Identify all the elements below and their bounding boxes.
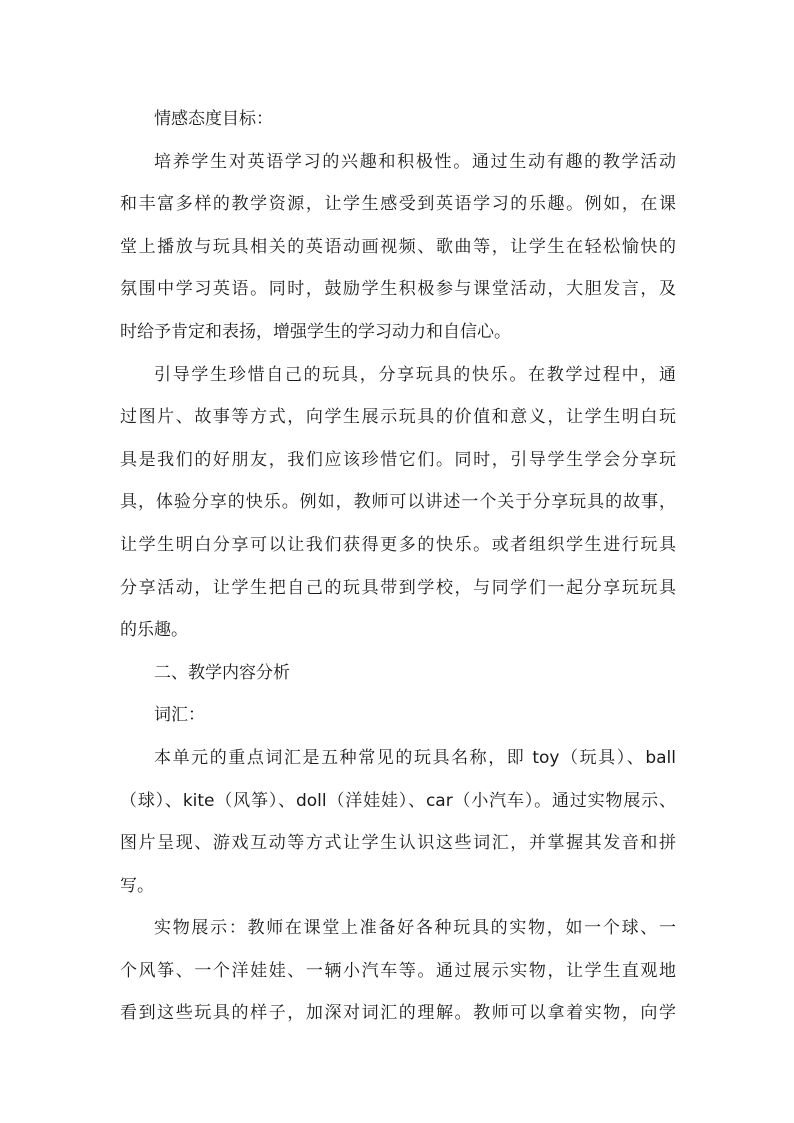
text-line: 时给予肯定和表扬，增强学生的学习动力和自信心。: [120, 321, 511, 342]
text-line: 图片呈现、游戏互动等方式让学生认识这些词汇，并掌握其发音和拼: [120, 833, 676, 854]
text-line: 词汇：: [154, 705, 205, 726]
text-line: 过图片、故事等方式，向学生展示玩具的价值和意义，让学生明白玩: [120, 407, 676, 428]
text-line: 分享活动，让学生把自己的玩具带到学校，与同学们一起分享玩玩具: [120, 577, 676, 598]
text-line: 让学生明白分享可以让我们获得更多的快乐。或者组织学生进行玩具: [120, 534, 676, 555]
document-body: [120, 98, 676, 1035]
text-line: 情感态度目标：: [154, 109, 273, 129]
text-line: 实物展示：教师在课堂上准备好各种玩具的实物，如一个球、一: [154, 918, 676, 939]
text-line: 二、教学内容分析: [154, 662, 290, 683]
text-line: 看到这些玩具的样子，加深对词汇的理解。教师可以拿着实物，向学: [120, 1003, 676, 1024]
text-line: 个风筝、一个洋娃娃、一辆小汽车等。通过展示实物，让学生直观地: [120, 960, 676, 981]
text-line: 培养学生对英语学习的兴趣和积极性。通过生动有趣的教学活动: [154, 151, 676, 172]
text-line: 具，体验分享的快乐。例如，教师可以讲述一个关于分享玩具的故事，: [120, 492, 676, 513]
text-line: 本单元的重点词汇是五种常见的玩具名称，即 toy（玩具）、ball: [154, 747, 676, 768]
text-line: 和丰富多样的教学资源，让学生感受到英语学习的乐趣。例如，在课: [120, 194, 676, 215]
text-line: 的乐趣。: [120, 620, 188, 641]
text-line: （球）、kite（风筝）、doll（洋娃娃）、car（小汽车）。通过实物展示、: [120, 790, 676, 811]
text-line: 引导学生珍惜自己的玩具，分享玩具的快乐。在教学过程中，通: [154, 364, 676, 385]
text-line: 写。: [120, 875, 154, 896]
text-line: 氛围中学习英语。同时，鼓励学生积极参与课堂活动，大胆发言，及: [120, 279, 676, 300]
text-line: 堂上播放与玩具相关的英语动画视频、歌曲等，让学生在轻松愉快的: [120, 236, 676, 257]
text-line: 具是我们的好朋友，我们应该珍惜它们。同时，引导学生学会分享玩: [120, 449, 676, 470]
